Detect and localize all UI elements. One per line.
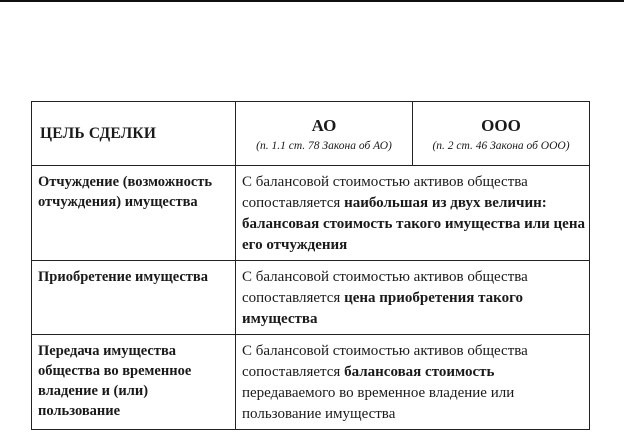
table-row	[32, 261, 590, 335]
row-text-lead: С балансовой стоимостью активов общества сопоставляется	[242, 174, 528, 211]
row-text	[236, 261, 590, 335]
row-text-lead: С балансовой стоимостью активов общества сопоставляется	[242, 269, 528, 306]
row-text	[236, 166, 590, 261]
ao-name: АО	[311, 116, 337, 135]
row-label: Приобретение имущества	[32, 261, 236, 335]
top-rule	[0, 0, 624, 2]
ooo-reference: (п. 2 ст. 46 Закона об ООО)	[432, 140, 570, 152]
header-goal: ЦЕЛЬ СДЕЛКИ	[32, 102, 236, 166]
table-header-row	[32, 102, 590, 166]
row-label: Передача имущества общества во временное владение и (или) пользование	[32, 335, 236, 430]
row-text	[236, 335, 590, 430]
row-text-tail: передаваемого во временное владение или пользование имущества	[242, 385, 515, 422]
row-text-bold: цена приобретения такого имущества	[242, 290, 524, 327]
table-row	[32, 166, 590, 261]
row-text-bold: балансовая стоимость	[344, 364, 495, 380]
table-row	[32, 335, 590, 430]
row-label: Отчуждение (возможность отчуждения) имущества	[32, 166, 236, 261]
row-text-lead: С балансовой стоимостью активов общества сопоставляется	[242, 343, 528, 380]
header-ao	[236, 102, 413, 166]
header-ooo	[413, 102, 590, 166]
row-text-bold: наибольшая из двух величин: балансовая стоимость такого имущества или цена его отчуждения	[242, 195, 585, 253]
ooo-name: ООО	[481, 116, 521, 135]
ao-reference: (п. 1.1 ст. 78 Закона об АО)	[256, 140, 392, 152]
comparison-table	[31, 101, 590, 430]
